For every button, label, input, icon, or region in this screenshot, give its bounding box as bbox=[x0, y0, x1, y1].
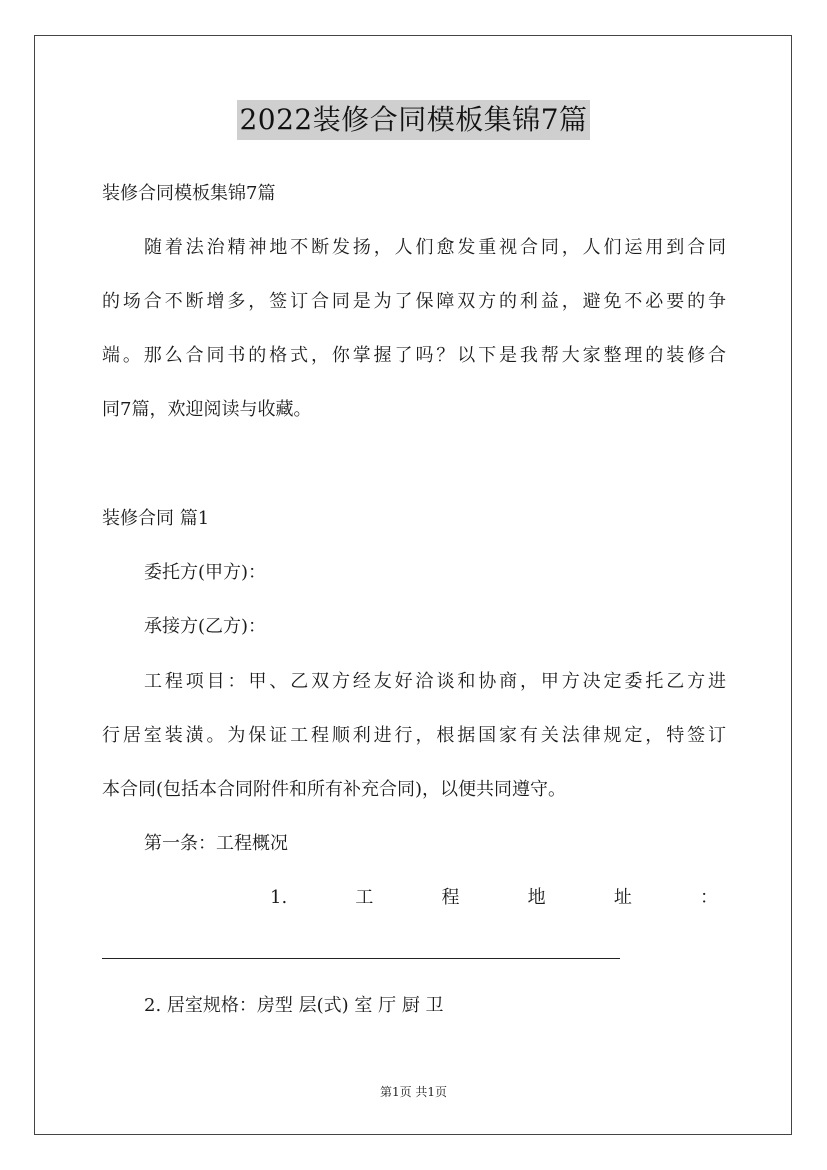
project-line-3: 本合同(包括本合同附件和所有补充合同)，以便共同遵守。 bbox=[102, 779, 567, 800]
party-b-label: 承接方(乙方)： bbox=[144, 616, 267, 637]
address-line bbox=[270, 885, 718, 911]
page-footer: 第1页 共1页 bbox=[379, 1085, 448, 1099]
room-spec-line: 2. 居室规格：房型 层(式) 室 厅 厨 卫 bbox=[144, 995, 444, 1016]
project-line-2: 行居室装潢。为保证工程顺利进行，根据国家有关法律规定，特签订 bbox=[102, 725, 726, 746]
address-blank-underline bbox=[102, 958, 620, 959]
intro-line-3: 端。那么合同书的格式，你掌握了吗？以下是我帮大家整理的装修合 bbox=[102, 345, 726, 366]
address-part: 址 bbox=[613, 887, 632, 908]
party-a-label: 委托方(甲方)： bbox=[144, 562, 267, 583]
document-title: 2022装修合同模板集锦7篇 bbox=[237, 100, 589, 140]
intro-line-2: 的场合不断增多，签订合同是为了保障双方的利益，避免不必要的争 bbox=[102, 291, 726, 312]
address-part: ： bbox=[699, 887, 718, 908]
address-part: 地 bbox=[527, 887, 546, 908]
section-heading: 装修合同 篇1 bbox=[102, 508, 210, 529]
address-part: 1. bbox=[270, 887, 288, 908]
document-subtitle: 装修合同模板集锦7篇 bbox=[102, 183, 276, 204]
intro-line-4: 同7篇，欢迎阅读与收藏。 bbox=[102, 399, 312, 420]
address-part: 程 bbox=[441, 887, 460, 908]
project-line-1: 工程项目：甲、乙双方经友好洽谈和协商，甲方决定委托乙方进 bbox=[144, 671, 726, 692]
intro-line-1: 随着法治精神地不断发扬，人们愈发重视合同，人们运用到合同 bbox=[144, 237, 726, 258]
title-container bbox=[0, 100, 827, 140]
article-one-heading: 第一条：工程概况 bbox=[144, 833, 288, 854]
address-part: 工 bbox=[355, 887, 374, 908]
